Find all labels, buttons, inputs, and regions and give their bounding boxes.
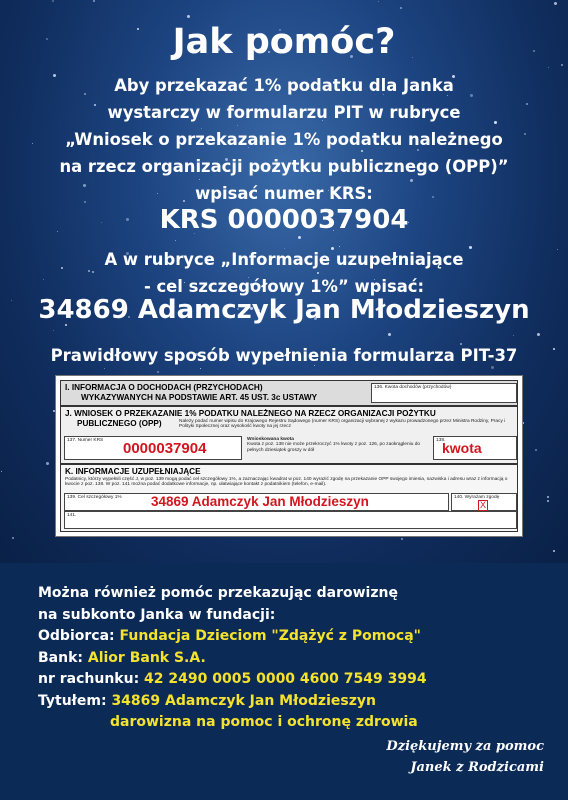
star-dot [401,538,403,540]
star-dot [548,67,549,68]
donation-intro: Można również pomóc przekazując darowiznę [38,585,398,601]
field-label: 140. Wyrażam zgodę [454,495,500,500]
field-label: 139. Cel szczegółowy 1% [67,495,122,500]
star-dot [460,343,462,345]
section-note: Należy podać numer wpisu do Krajowego Rejestru Sądowego (numer KRS) organizacji wybranej z wykazu prowadzonego przez Ministra Rodziny, Pracy i Polityki Społecznej oraz wysokość kwoty na jej rzecz [179,419,506,430]
instruction-text [0,246,568,300]
intro-text [0,72,568,207]
intro-line: wpisać numer KRS: [195,184,373,203]
star-dot [535,449,537,451]
star-dot [53,330,54,331]
bank-value: Alior Bank S.A. [87,649,206,666]
star-dot [1,471,2,472]
section-heading: K. INFORMACJE UZUPEŁNIAJĄCE [65,467,201,476]
recipient-value: Fundacja Dzieciom "Zdążyć z Pomocą" [119,628,421,644]
specific-goal: 34869 Adamczyk Jan Młodzieszyn [38,295,530,325]
amount-note: Kwota z poz. 138 nie może przekroczyć 1% kwoty z poz. 126, po zaokrągleniu do pełnych dziesiątek groszy w dół [247,442,421,453]
star-dot [52,0,54,2]
thanks-signature [386,736,544,778]
form-section-opp [60,406,518,464]
star-dot [388,333,391,336]
thanks-line: Dziękujemy za pomoc [386,739,544,754]
star-dot [175,240,176,241]
instruction-line: - cel szczegółowy 1%” wpisać: [143,277,425,296]
field-label: 137. Numer KRS [67,438,104,443]
field-label: 136. Kwota dochodów (przychodów) [374,385,452,390]
star-dot [553,550,555,552]
field-136 [371,383,517,403]
star-dot [547,500,549,502]
intro-line: na rzecz organizacji pożytku publicznego (OPP)” [59,157,509,176]
field-138 [433,436,517,460]
donation-intro: na subkonto Janka w fundacji: [38,606,276,623]
transfer-title-value: darowizna na pomoc i ochronę zdrowia [110,714,418,730]
heading-line: J. WNIOSEK O PRZEKAZANIE 1% PODATKU NALEŻNEGO NA RZECZ ORGANIZACJI POŻYTKU [65,409,436,418]
star-dot [400,7,402,9]
krs-value: 0000037904 [123,440,207,457]
field-139 [64,493,449,511]
intro-line: wystarczy w formularzu PIT w rubryce [107,103,461,122]
star-dot [12,537,14,539]
heading-line: PUBLICZNEGO (OPP) [77,418,162,428]
account-label: nr rachunku: [38,671,140,687]
goal-value: 34869 Adamczyk Jan Młodzieszyn [151,494,369,509]
donation-info [38,583,427,734]
star-dot [513,335,514,336]
instruction-line: A w rubryce „Informacje uzupełniające [104,250,464,269]
intro-line: „Wniosek o przekazanie 1% podatku należnego [65,130,503,149]
thanks-line: Janek z Rodzicami [410,760,544,775]
transfer-title-label: Tytułem: [38,692,107,709]
transfer-title-row [38,691,427,713]
star-dot [298,236,301,239]
intro-line: Aby przekazać 1% podatku dla Janka [114,76,454,95]
krs-number: KRS 0000037904 [159,205,409,235]
consent-checkbox: X [479,500,486,510]
field-label: 138. [436,438,446,443]
heading-line: WYKAZYWANYCH NA PODSTAWIE ART. 45 UST. 3c USTAWY [81,392,318,402]
recipient-row [38,626,427,648]
field-137 [64,436,242,460]
star-dot [46,462,49,465]
amount-title: Wnioskowana kwota [247,437,294,442]
star-dot [378,1,379,2]
transfer-title-value: 34869 Adamczyk Jan Młodzieszyn [111,692,376,709]
form-example-title: Prawidłowy sposób wypełnienia formularza PIT-37 [50,346,518,365]
heading-line: I. INFORMACJA O DOCHODACH (PRZYCHODACH) [65,383,263,392]
star-dot [314,365,315,366]
star-dot [547,496,549,498]
star-dot [491,366,494,369]
bank-row [38,648,427,670]
amount-value: kwota [442,440,482,456]
field-140 [451,493,517,511]
form-section-income [60,380,518,406]
page-title: Jak pomóc? [172,22,396,62]
amount-label [247,437,427,453]
bank-label: Bank: [38,649,83,666]
field-label: 141. [67,513,77,518]
recipient-label: Odbiorca: [38,628,115,644]
field-141 [64,511,517,529]
pit-form-example [55,375,523,537]
star-dot [104,368,105,369]
star-dot [93,0,95,2]
account-number: 42 2490 0005 0000 4600 7549 3994 [144,671,427,687]
section-note: Podatnicy, którzy wypełnili część J, w poz. 139 mogą podać cel szczegółowy 1%, a zaznaczając kwadrat w poz. 140 wyrazić zgodę na przekazanie OPP swojego imienia, nazwiska i adresu wraz z informacją o kwocie z poz. 138. W poz. 141 można podać dodatkowe informacje, np. ułatwiające kontakt z podatnikiem (telefon, e-mail). [65,477,508,488]
star-dot [187,15,190,18]
star-dot [200,368,201,369]
section-heading [65,383,317,402]
form-section-additional [60,464,518,532]
star-dot [537,333,540,336]
star-dot [554,2,557,5]
star-dot [561,64,563,66]
account-row [38,669,427,691]
star-dot [157,371,159,373]
